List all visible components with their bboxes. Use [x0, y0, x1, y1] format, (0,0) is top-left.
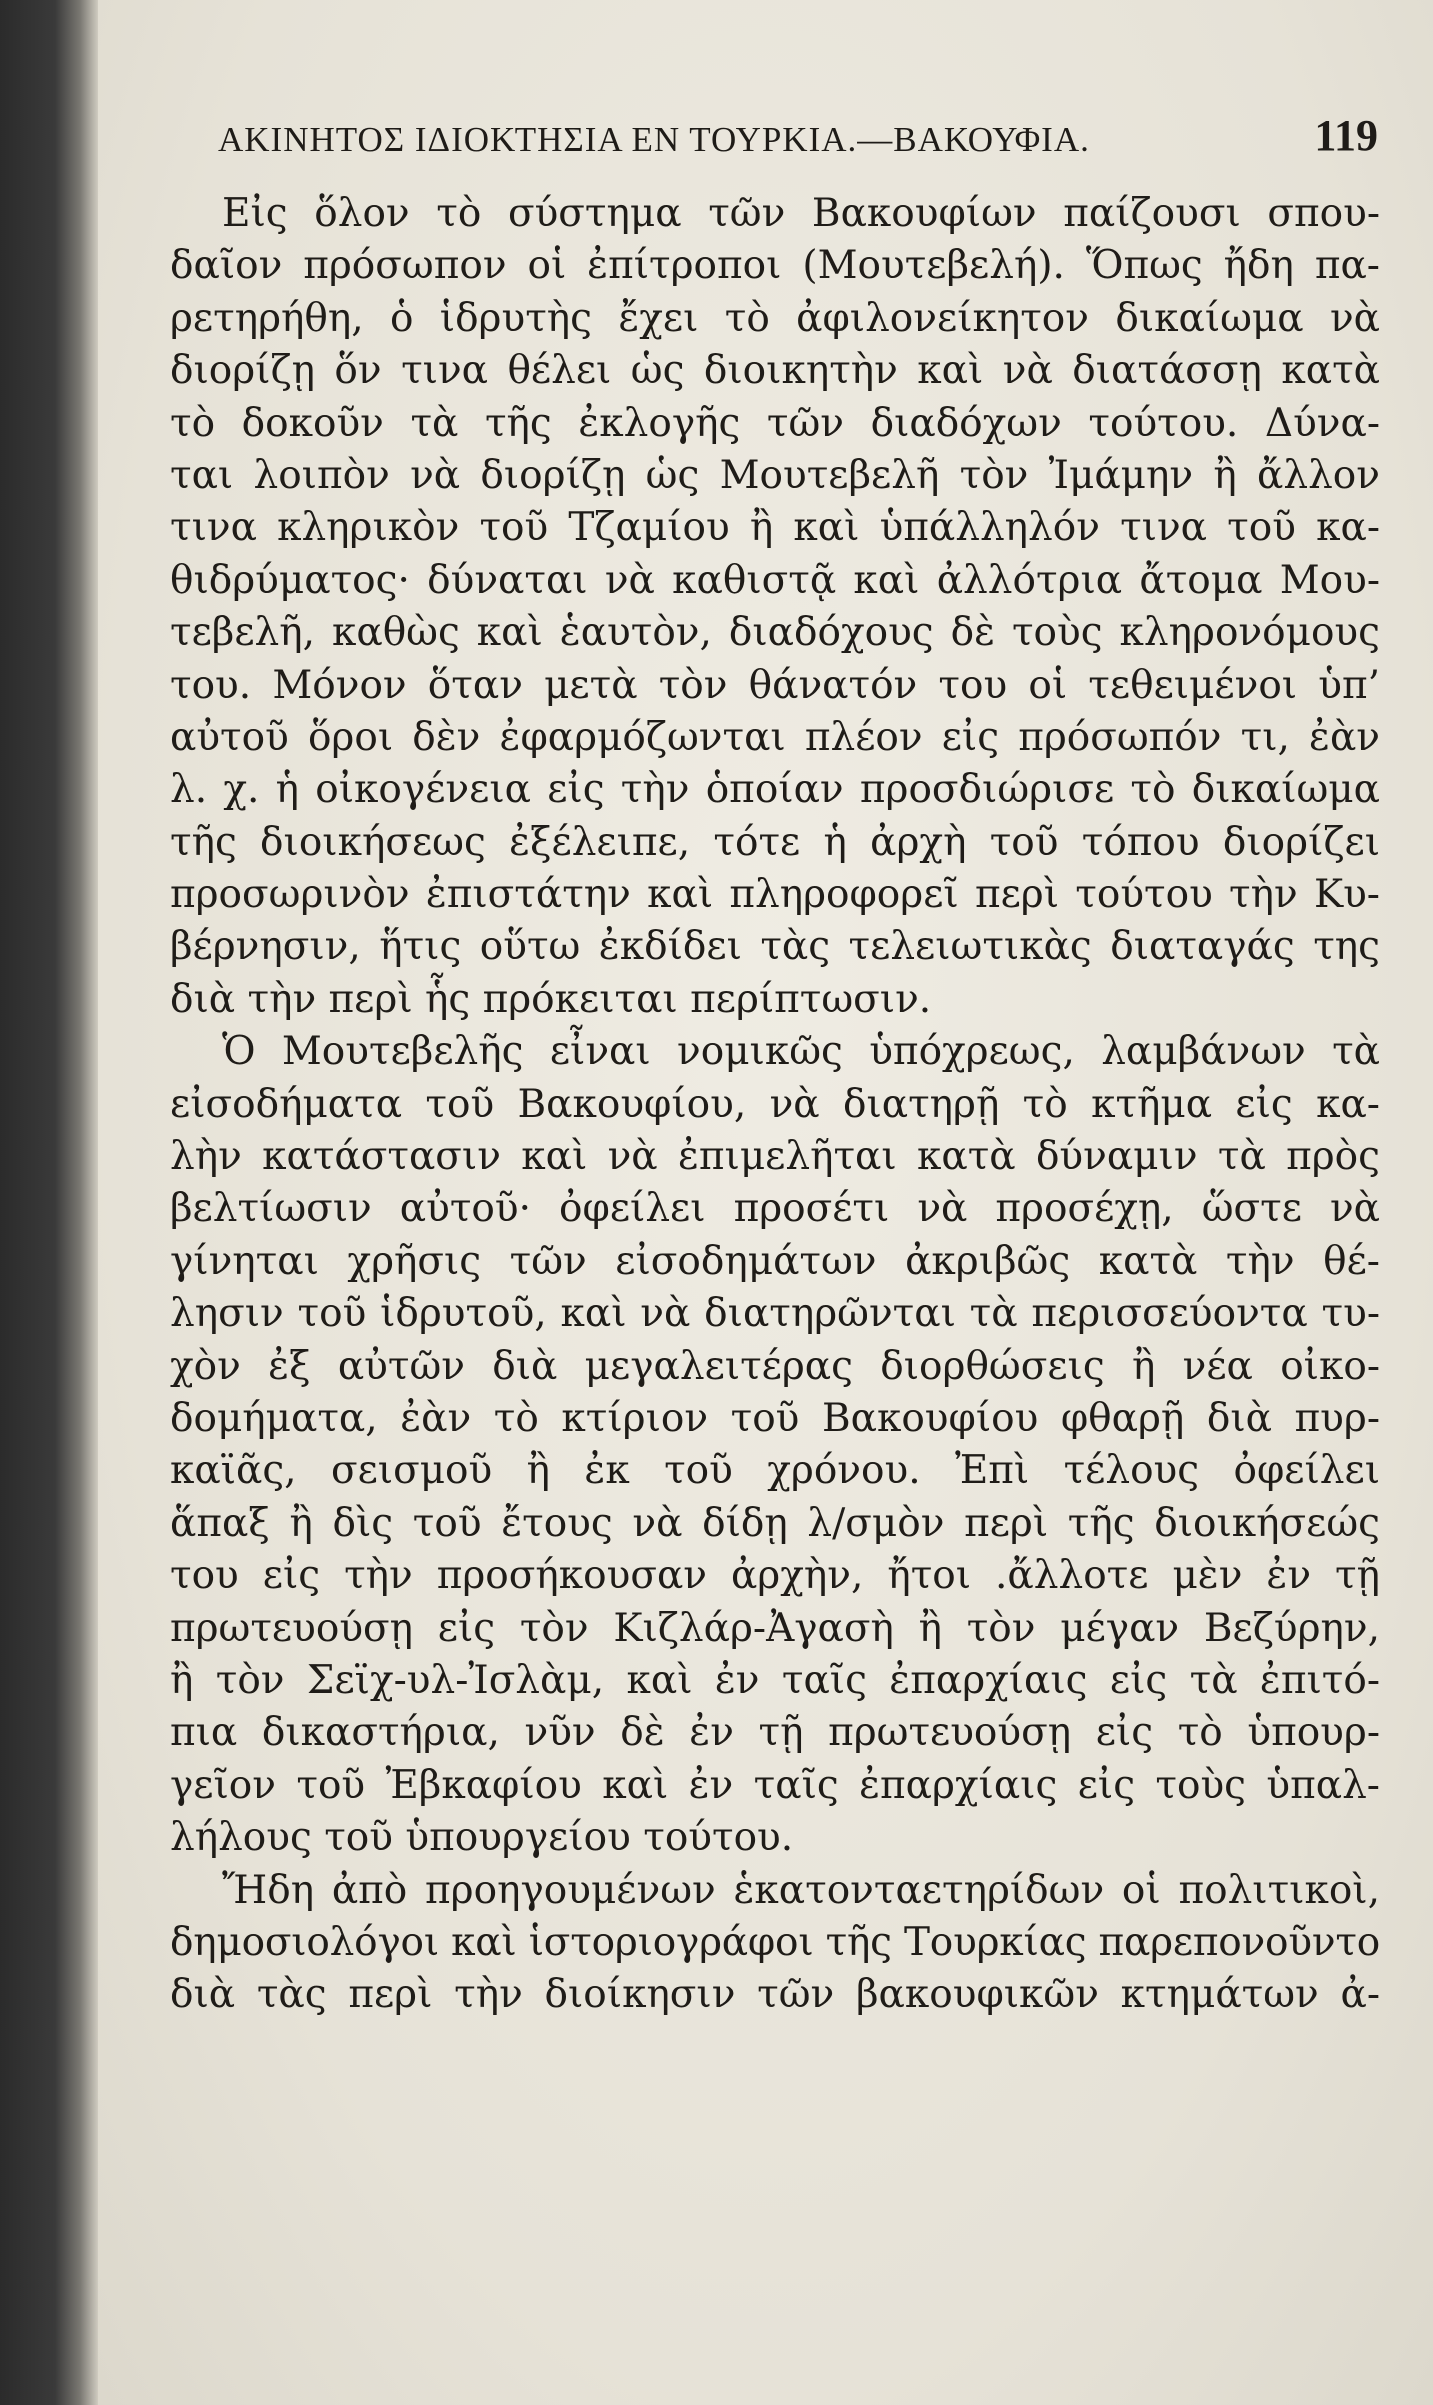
text-line: δαῖον πρόσωπον οἱ ἐπίτροποι (Μουτεβελή). Ὅπως ἤδη πα-	[170, 243, 1380, 289]
running-head: ΑΚΙΝΗΤΟΣ ΙΔΙΟΚΤΗΣΙΑ ΕΝ ΤΟΥΡΚΙΑ.—ΒΑΚΟΥΦΙΑ.	[218, 120, 1090, 159]
text-line: Εἰς ὅλον τὸ σύστημα τῶν Βακουφίων παίζουσι σπου-	[222, 191, 1380, 236]
text-line: Ἤδη ἀπὸ προηγουμένων ἑκατονταετηρίδων οἱ πολιτικοὶ,	[222, 1867, 1380, 1913]
text-line: τεβελῆ, καθὼς καὶ ἑαυτὸν, διαδόχους δὲ τοὺς κληρονόμους	[170, 610, 1380, 656]
text-line: του εἰς τὴν προσήκουσαν ἀρχὴν, ἤτοι .ἄλλοτε μὲν ἐν τῇ	[170, 1553, 1380, 1599]
text-line: δομήματα, ἐὰν τὸ κτίριον τοῦ Βακουφίου φθαρῇ διὰ πυρ-	[170, 1395, 1380, 1441]
text-line: τὸ δοκοῦν τὰ τῆς ἐκλογῆς τῶν διαδόχων τούτου. Δύνα-	[170, 400, 1380, 446]
text-line: ἢ τὸν Σεϊχ-υλ-Ἰσλὰμ, καὶ ἐν ταῖς ἐπαρχίαις εἰς τὰ ἐπιτό-	[170, 1657, 1380, 1703]
text-line: του. Μόνον ὅταν μετὰ τὸν θάνατόν του οἱ τεθειμένοι ὑπ’	[170, 662, 1380, 708]
page-number: 119	[1314, 111, 1378, 160]
text-line: πια δικαστήρια, νῦν δὲ ἐν τῇ πρωτευούσῃ εἰς τὸ ὑπουρ-	[170, 1710, 1380, 1756]
text-line: λὴν κατάστασιν καὶ νὰ ἐπιμελῆται κατὰ δύναμιν τὰ πρὸς	[170, 1134, 1380, 1180]
text-line: τῆς διοικήσεως ἐξέλειπε, τότε ἡ ἀρχὴ τοῦ τόπου διορίζει	[170, 819, 1380, 865]
text-line: διὰ τὰς περὶ τὴν διοίκησιν τῶν βακουφικῶν κτημάτων ἀ-	[170, 1972, 1380, 2018]
text-line: θιδρύματος· δύναται νὰ καθιστᾷ καὶ ἀλλότρια ἄτομα Μου-	[170, 557, 1380, 603]
paragraph-1	[170, 188, 1380, 1026]
page-header	[218, 106, 1378, 176]
text-line: ρετηρήθη, ὁ ἱδρυτὴς ἔχει τὸ ἀφιλονείκητον δικαίωμα νὰ	[170, 295, 1380, 341]
text-line: βέρνησιν, ἥτις οὕτω ἐκδίδει τὰς τελειωτικὰς διαταγάς της	[170, 924, 1380, 970]
text-line: πρωτευούσῃ εἰς τὸν Κιζλάρ-Ἀγασὴ ἢ τὸν μέγαν Βεζύρην,	[170, 1605, 1380, 1651]
text-line: γίνηται χρῆσις τῶν εἰσοδημάτων ἀκριβῶς κατὰ τὴν θέ-	[170, 1238, 1380, 1284]
text-line: διορίζῃ ὅν τινα θέλει ὡς διοικητὴν καὶ νὰ διατάσσῃ κατὰ	[170, 348, 1380, 394]
text-line: χὸν ἐξ αὐτῶν διὰ μεγαλειτέρας διορθώσεις ἢ νέα οἰκο-	[170, 1343, 1380, 1389]
text-line: βελτίωσιν αὐτοῦ· ὀφείλει προσέτι νὰ προσέχῃ, ὥστε νὰ	[170, 1186, 1380, 1232]
text-line: διὰ τὴν περὶ ἧς πρόκειται περίπτωσιν.	[170, 976, 932, 1022]
paragraph-2	[170, 1026, 1380, 1864]
text-line: αὐτοῦ ὅροι δὲν ἐφαρμόζωνται πλέον εἰς πρόσωπόν τι, ἐὰν	[170, 714, 1380, 760]
text-line: λ. χ. ἡ οἰκογένεια εἰς τὴν ὁποίαν προσδιώρισε τὸ δικαίωμα	[170, 767, 1380, 813]
text-line: ται λοιπὸν νὰ διορίζῃ ὡς Μουτεβελῆ τὸν Ἰμάμην ἢ ἄλλον	[170, 452, 1380, 498]
body-text	[170, 188, 1380, 2022]
paragraph-3	[170, 1865, 1380, 2022]
text-line: γεῖον τοῦ Ἐβκαφίου καὶ ἐν ταῖς ἐπαρχίαις εἰς τοὺς ὑπαλ-	[170, 1762, 1380, 1808]
text-line: προσωρινὸν ἐπιστάτην καὶ πληροφορεῖ περὶ τούτου τὴν Κυ-	[170, 872, 1380, 918]
book-binding-shadow	[0, 0, 98, 2405]
book-page	[98, 0, 1433, 2405]
text-line: ἅπαξ ἢ δὶς τοῦ ἔτους νὰ δίδῃ λ/σμὸν περὶ τῆς διοικήσεώς	[170, 1500, 1380, 1546]
text-line: λήλους τοῦ ὑπουργείου τούτου.	[170, 1815, 794, 1861]
text-line: δημοσιολόγοι καὶ ἱστοριογράφοι τῆς Τουρκίας παρεπονοῦντο	[170, 1919, 1380, 1965]
text-line: τινα κληρικὸν τοῦ Τζαμίου ἢ καὶ ὑπάλληλόν τινα τοῦ κα-	[170, 505, 1380, 551]
text-line: καϊᾶς, σεισμοῦ ἢ ἐκ τοῦ χρόνου. Ἐπὶ τέλους ὀφείλει	[170, 1448, 1380, 1494]
text-line: εἰσοδήματα τοῦ Βακουφίου, νὰ διατηρῇ τὸ κτῆμα εἰς κα-	[170, 1081, 1380, 1127]
text-line: λησιν τοῦ ἱδρυτοῦ, καὶ νὰ διατηρῶνται τὰ περισσεύοντα τυ-	[170, 1291, 1380, 1337]
text-line: Ὁ Μουτεβελῆς εἶναι νομικῶς ὑπόχρεως, λαμβάνων τὰ	[222, 1029, 1380, 1075]
